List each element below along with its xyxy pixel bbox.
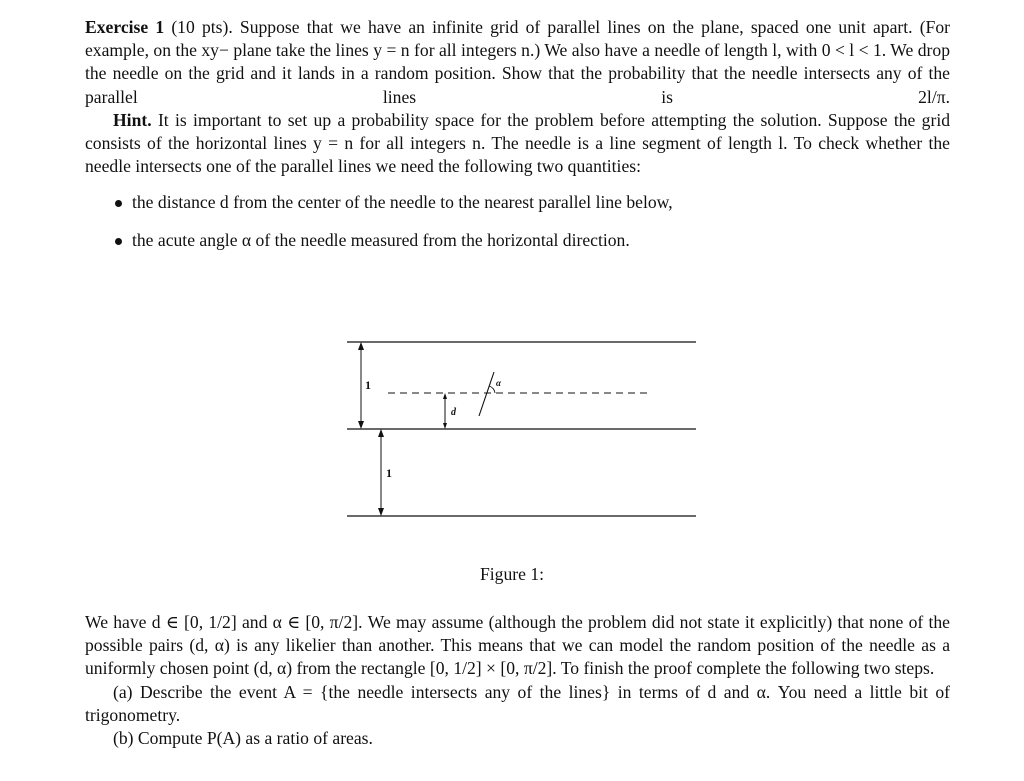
exercise-points: (10 pts). [171, 17, 233, 37]
bullet-text-distance: the distance d from the center of the needle to the nearest parallel line below, [132, 192, 673, 213]
angle-label: α [496, 378, 501, 388]
spacing-arrow-bottom [378, 429, 384, 516]
hint-label: Hint. [113, 109, 152, 130]
spacing-label-top: 1 [365, 378, 371, 392]
exercise-text: Suppose that we have an infinite grid of parallel lines on the plane, spaced one unit apart. (For example, on the xy− plane take the lines y = n for all integers n.) We also have a needle of length l, with 0 < l < 1. We drop the needle on the grid and it lands in a random position. Show that the probability that the needle intersects any of the parallel lines is 2l/π. [85, 17, 950, 107]
continuation-block [85, 611, 950, 750]
part-b: (b) Compute P(A) as a ratio of areas. [113, 728, 373, 749]
exercise-title: Exercise 1 [85, 17, 165, 37]
hint-paragraph [85, 109, 950, 179]
figure-caption: Figure 1: [479, 564, 545, 584]
spacing-arrow-top [358, 342, 364, 429]
exercise-block [85, 16, 950, 267]
exercise-statement [85, 16, 950, 109]
hint-text: It is important to set up a probability space for the problem before attempting the solution. Suppose the grid consists of the horizontal lines y = n for all integers n. The needle is a line segment of length l. To check whether the needle intersects one of the parallel lines we need the following two quantities: [85, 109, 950, 177]
distance-arrow [443, 393, 447, 429]
quantities-list [85, 191, 950, 252]
needle [479, 372, 494, 416]
angle-arc [489, 386, 495, 393]
part-a: (a) Describe the event A = {the needle intersects any of the lines} in terms of d and α. You need a little bit of trigonometry. [85, 681, 950, 725]
bullet-text-angle: the acute angle α of the needle measured from the horizontal direction. [132, 230, 630, 251]
list-item [85, 191, 950, 214]
model-paragraph: We have d ∈ [0, 1/2] and α ∈ [0, π/2]. We may assume (although the problem did not state it explicitly) that none of the possible pairs (d, α) is any likelier than another. This means that we can model the random position of the needle as a uniformly chosen point (d, α) from the rectangle [0, 1/2] × [0, π/2]. To finish the proof complete the following two steps. [85, 612, 950, 679]
bullet-icon [115, 200, 122, 207]
spacing-label-bottom: 1 [386, 466, 392, 480]
list-item [85, 229, 950, 252]
distance-label: d [451, 407, 456, 418]
bullet-icon [115, 238, 122, 245]
